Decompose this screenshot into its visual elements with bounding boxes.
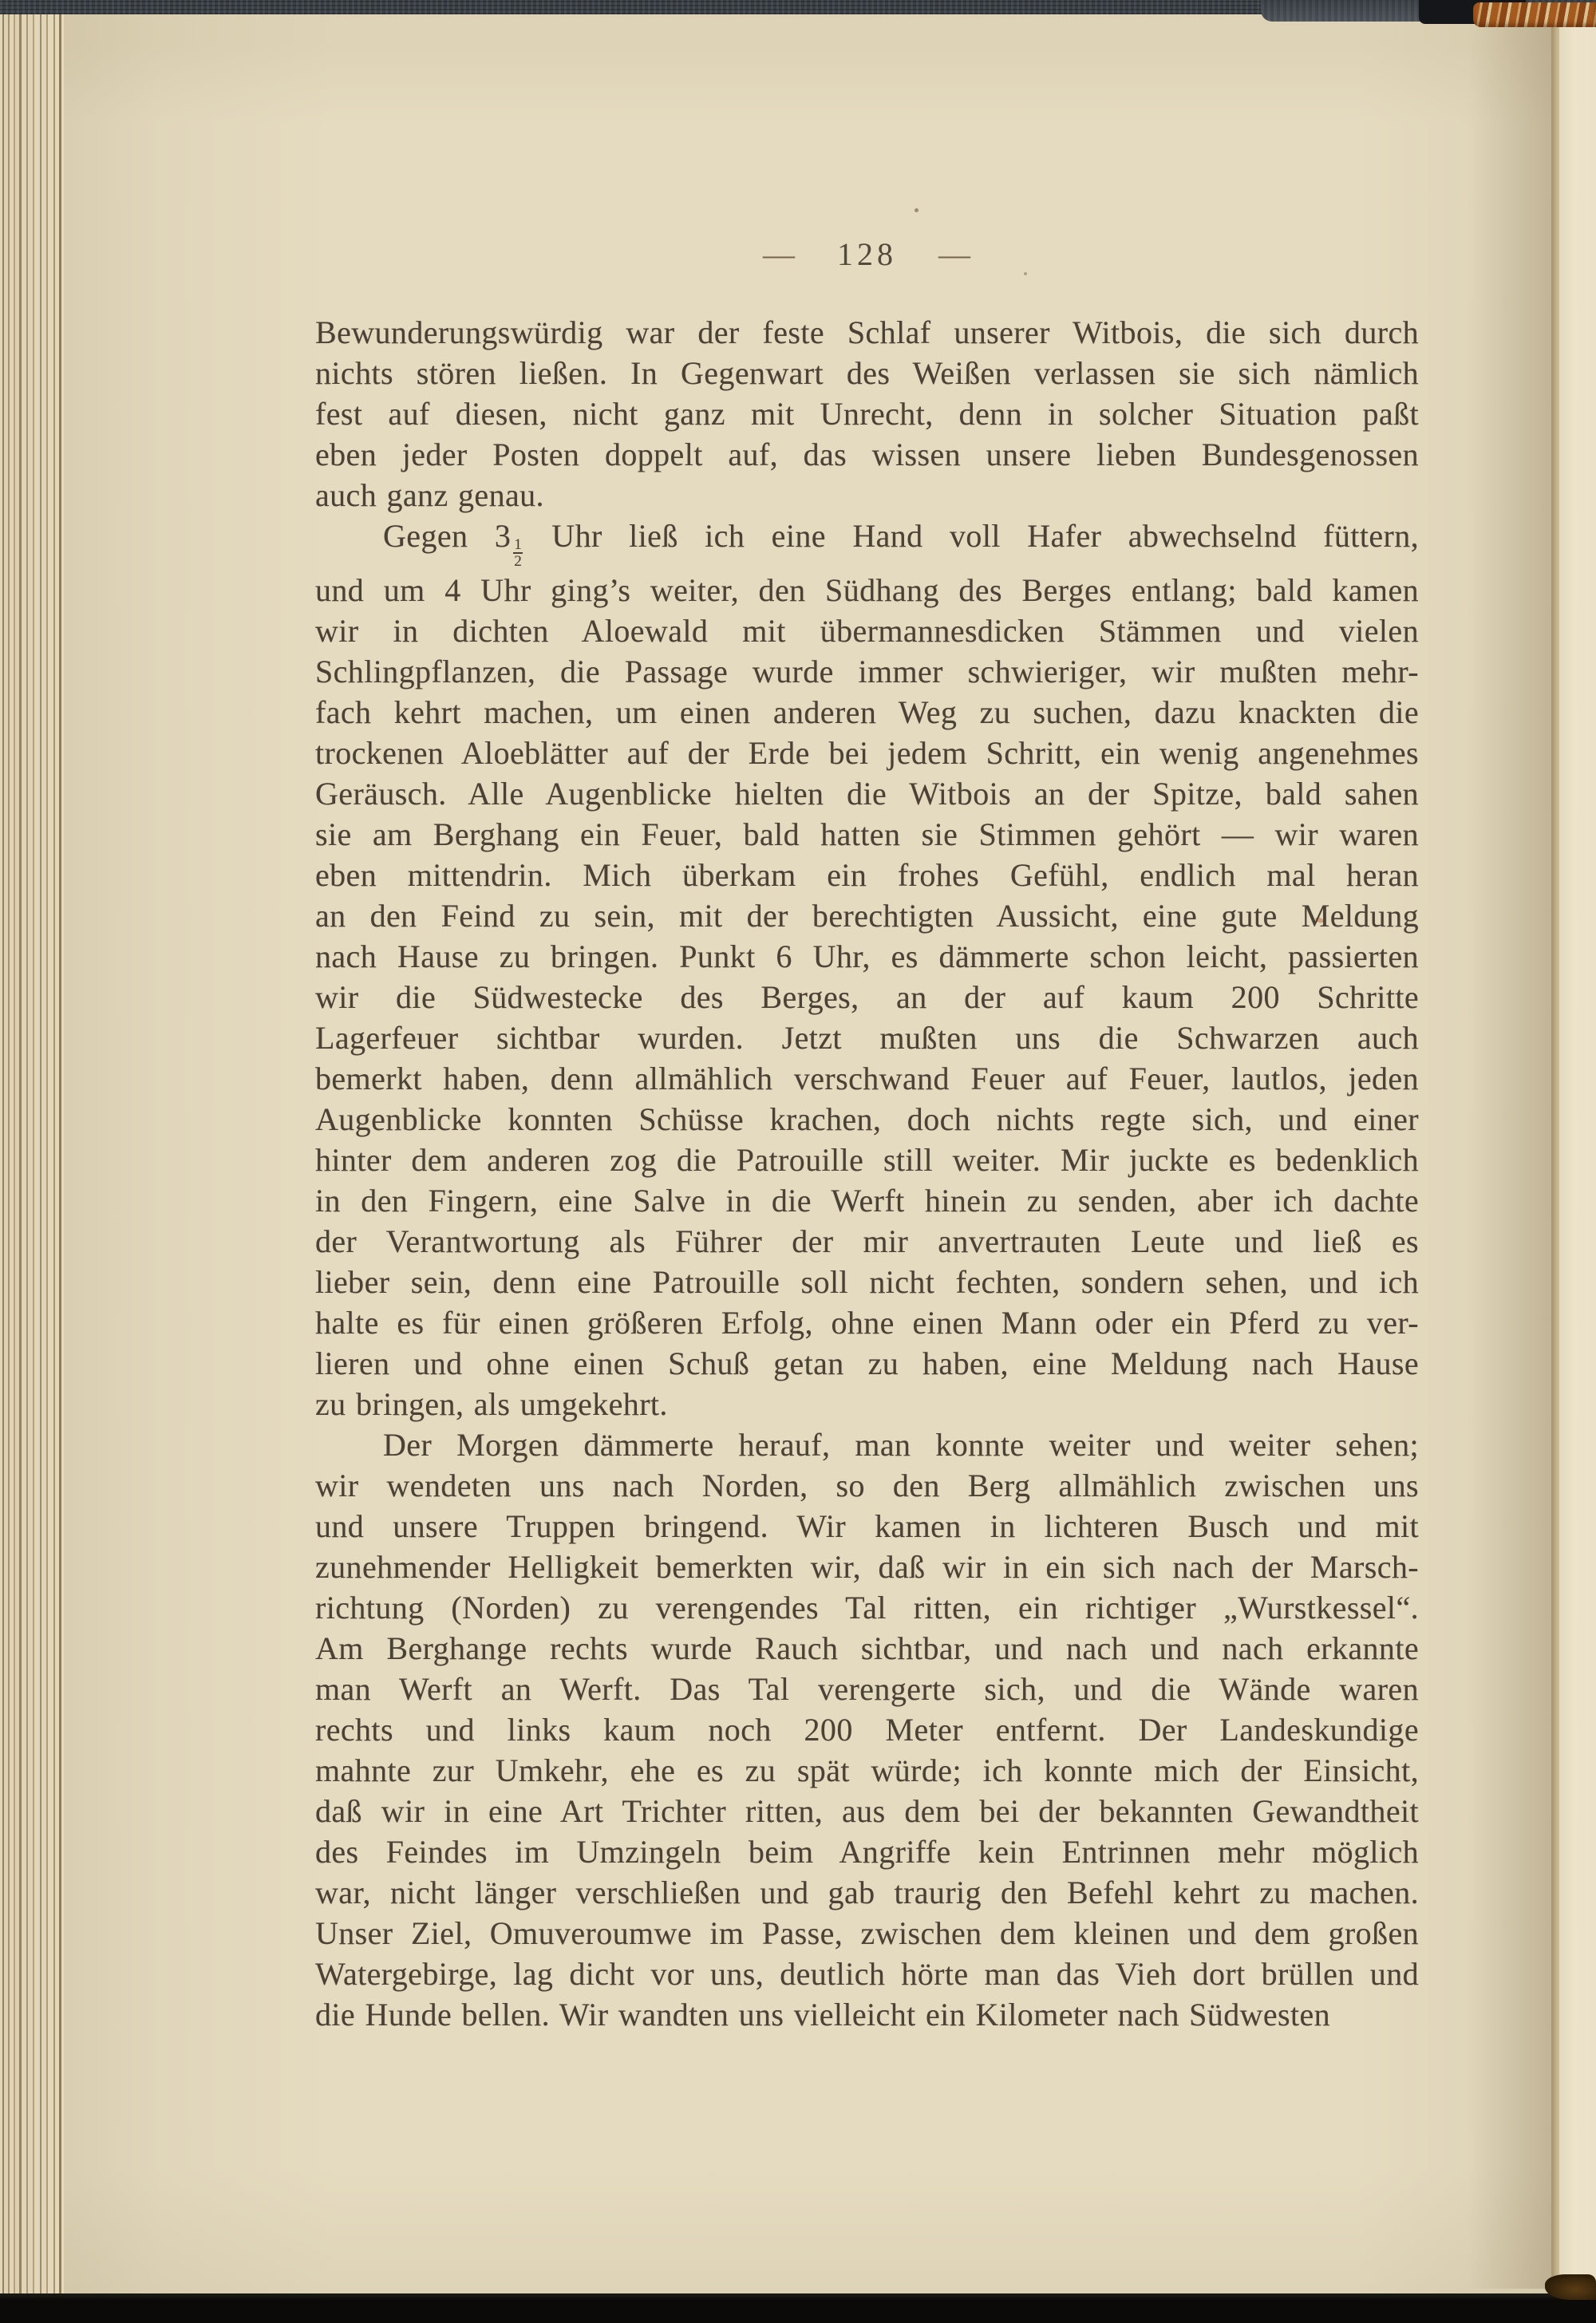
text-line: Lagerfeuer sichtbar wurden. Jetzt mußten uns die Schwarzen auch (315, 1019, 1419, 1056)
page-number: 128 (837, 236, 897, 272)
scan-bottom-band (0, 2293, 1596, 2323)
text-line: Der Morgen dämmerte herauf, man konnte weiter und weiter sehen; (383, 1426, 1419, 1463)
text-line: eben jeder Posten doppelt auf, das wissen unsere lieben Bundesgenossen (315, 437, 1419, 472)
text-line: des Feindes im Umzingeln beim Angriffe kein Entrinnen mehr möglich (315, 1833, 1419, 1870)
text-line: Schlingpflanzen, die Passage wurde immer schwieriger, wir mußten mehr- (315, 653, 1419, 689)
text-line: die Hunde bellen. Wir wandten uns vielleicht ein Kilometer nach Südwesten (315, 1996, 1331, 2033)
text-line: trockenen Aloeblätter auf der Erde bei jedem Schritt, ein wenig angenehmes (315, 734, 1419, 771)
text-line: wir wendeten uns nach Norden, so den Berg allmählich zwischen uns (315, 1467, 1419, 1503)
page-header (315, 234, 1419, 275)
text-line: hinter dem anderen zog die Patrouille still weiter. Mir juckte es bedenklich (315, 1141, 1419, 1178)
text-line: war, nicht länger verschließen und gab traurig den Befehl kehrt zu machen. (315, 1874, 1419, 1910)
text-line: man Werft an Werft. Das Tal verengerte sich, und die Wände waren (315, 1670, 1419, 1707)
text-line: Watergebirge, lag dicht vor uns, deutlich hörte man das Vieh dort brüllen und (315, 1955, 1419, 1992)
text-line: nichts stören ließen. In Gegenwart des Weißen verlassen sie sich nämlich (315, 355, 1419, 391)
text-line: zu bringen, als umgekehrt. (315, 1385, 668, 1422)
text-line: Am Berghange rechts wurde Rauch sichtbar, und nach und nach erkannte (315, 1630, 1419, 1666)
text-line: Gegen 3 $\frac{1}{2}$ Uhr ließ ich eine Hand voll Hafer abwechselnd füttern, (383, 518, 1420, 571)
header-dash-left: — (763, 236, 796, 272)
paper-speck (915, 208, 918, 212)
text-line: halte es für einen größeren Erfolg, ohne einen Mann oder ein Pferd zu ver- (315, 1304, 1419, 1341)
text-line: sie am Berghang ein Feuer, bald hatten sie Stimmen gehört — wir waren (315, 816, 1419, 852)
spine-tail-edge (1545, 2274, 1596, 2300)
gutter-fold-line (1551, 21, 1559, 2289)
text-line: lieren und ohne einen Schuß getan zu haben, eine Meldung nach Hause (315, 1345, 1419, 1381)
text-line: eben mittendrin. Mich überkam ein frohes Gefühl, endlich mal heran (315, 856, 1419, 893)
book-headband (1473, 2, 1596, 27)
gutter-shadow (1468, 22, 1553, 2289)
text-line: lieber sein, denn eine Patrouille soll nicht fechten, sondern sehen, und ich (315, 1263, 1419, 1300)
text-line: zunehmender Helligkeit bemerkten wir, daß wir in ein sich nach der Marsch- (315, 1548, 1419, 1585)
page-stack-edges (0, 13, 64, 2295)
header-dash-right: — (938, 236, 971, 272)
text-line: Unser Ziel, Omuveroumwe im Passe, zwischen dem kleinen und dem großen (315, 1914, 1419, 1951)
text-line: fest auf diesen, nicht ganz mit Unrecht, denn in solcher Situation paßt (315, 396, 1419, 432)
text-line: richtung (Norden) zu verengendes Tal ritten, ein richtiger „Wurstkessel“. (315, 1589, 1419, 1626)
text-line: Bewunderungswürdig war der feste Schlaf unserer Witbois, die sich durch (315, 314, 1419, 350)
text-line: Augenblicke konnten Schüsse krachen, doch nichts regte sich, und einer (315, 1100, 1419, 1137)
text-line: und um 4 Uhr ging’s weiter, den Südhang des Berges entlang; bald kamen (315, 571, 1419, 608)
text-line: auch ganz genau. (315, 477, 544, 513)
text-line: wir die Südwestecke des Berges, an der auf kaum 200 Schritte (315, 978, 1419, 1015)
text-line: fach kehrt machen, um einen anderen Weg zu suchen, dazu knackten die (315, 693, 1419, 730)
text-line: mahnte zur Umkehr, ehe es zu spät würde; ich konnte mich der Einsicht, (315, 1752, 1419, 1788)
facing-page-edge (1559, 24, 1596, 2292)
paragraphs-container (315, 312, 1419, 2035)
text-line: und unsere Truppen bringend. Wir kamen in lichteren Busch und mit (315, 1507, 1419, 1544)
text-line: an den Feind zu sein, mit der berechtigten Aussicht, eine gute Meldung (315, 897, 1419, 934)
body-text (315, 312, 1419, 2035)
paragraph (315, 312, 1419, 516)
text-line: der Verantwortung als Führer der mir anvertrauten Leute und ließ es (315, 1223, 1419, 1259)
text-line: wir in dichten Aloewald mit übermannesdicken Stämmen und vielen (315, 612, 1419, 649)
fraction-one-half: $\frac{1}{2}$ (514, 535, 522, 571)
text-line: rechts und links kaum noch 200 Meter entfernt. Der Landeskundige (315, 1711, 1419, 1748)
text-line: in den Fingern, eine Salve in die Werft hinein zu senden, aber ich dachte (315, 1182, 1419, 1219)
text-line: nach Hause zu bringen. Punkt 6 Uhr, es dämmerte schon leicht, passierten (315, 938, 1419, 974)
text-line: Geräusch. Alle Augenblicke hielten die Witbois an der Spitze, bald sahen (315, 775, 1419, 812)
text-line: daß wir in eine Art Trichter ritten, aus dem bei der bekannten Gewandtheit (315, 1792, 1419, 1829)
paragraph (315, 1424, 1419, 2035)
text-line: bemerkt haben, denn allmählich verschwand Feuer auf Feuer, lautlos, jeden (315, 1060, 1419, 1096)
paragraph (315, 516, 1419, 1424)
